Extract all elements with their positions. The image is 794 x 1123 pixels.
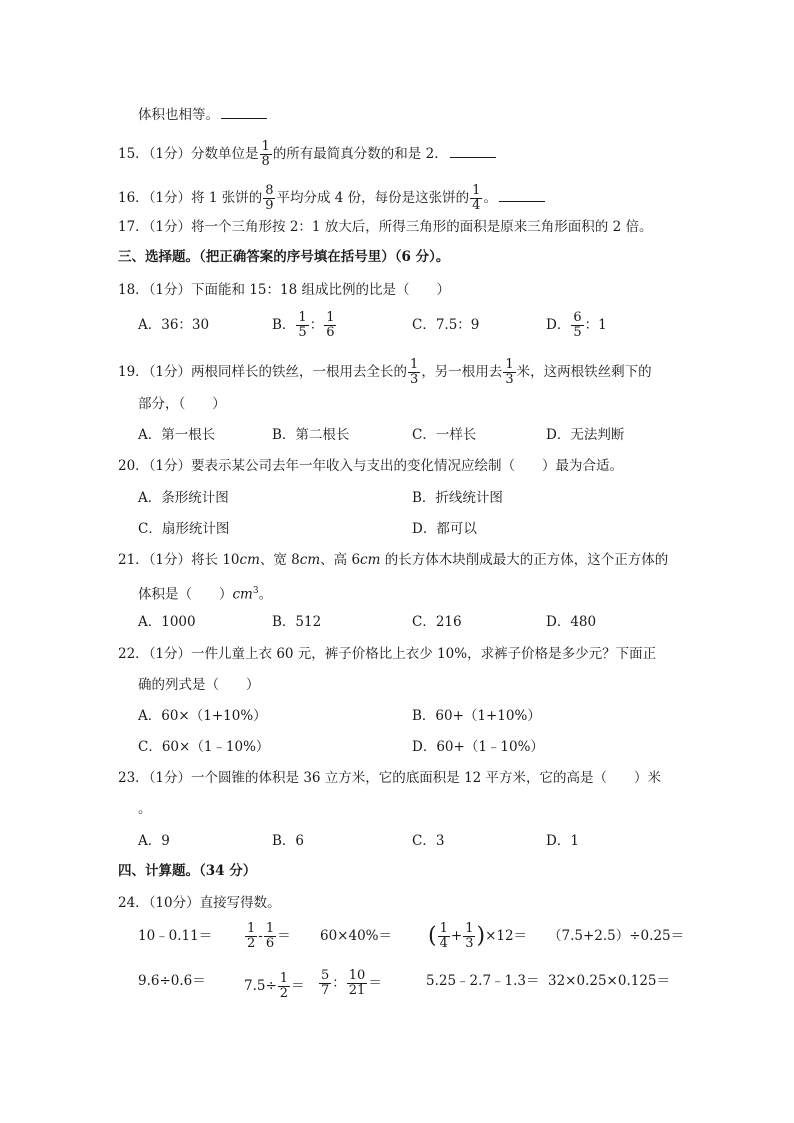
answer-blank[interactable] (499, 189, 545, 202)
q21-continuation: 体积是（ ）$cm^3$。 (138, 586, 273, 603)
q20-option-b[interactable]: B．折线统计图 (412, 490, 503, 506)
calc-item-2: $\frac{1}{2}$ - $\frac{1}{6}$ ＝ (247, 921, 291, 951)
calc-item-8: $\frac{5}{7}$ ： $\frac{10}{21}$ ＝ (321, 968, 382, 998)
q21-option-d[interactable]: D．480 (546, 614, 597, 630)
answer-blank[interactable] (450, 145, 496, 158)
question-19: 19．（1分）两根同样长的铁丝，一根用去全长的 $\frac{1}{3}$ ，另一根用去 $\frac{1}{3}$ 米，这两根铁丝剩下的 (118, 357, 652, 387)
section-3-heading: 三、选择题。（把正确答案的序号填在括号里）（6 分）。 (118, 249, 450, 265)
q22-option-b[interactable]: B．60+（1+10%） (412, 708, 541, 724)
q22-continuation: 确的列式是（ ） (138, 677, 260, 693)
question-17: 17．（1分）将一个三角形按 2：1 放大后，所得三角形的面积是原来三角形面积的 2 倍。 (118, 219, 653, 235)
q22-option-a[interactable]: A．60×（1+10%） (138, 708, 267, 724)
q21-option-c[interactable]: C．216 (412, 614, 462, 630)
q18-option-d[interactable]: D． $\frac{6}{5}$ ：1 (546, 310, 607, 340)
q18-option-b[interactable]: B． $\frac{1}{5}$ ： $\frac{1}{6}$ (272, 310, 335, 340)
fraction: $\frac{8}{9}$ (265, 183, 274, 213)
q23-continuation: 。 (138, 801, 152, 817)
q23-option-b[interactable]: B．6 (272, 833, 305, 849)
q20-option-d[interactable]: D．都可以 (412, 521, 477, 537)
question-20: 20．（1分）要表示某公司去年一年收入与支出的变化情况应绘制（ ）最为合适。 (118, 458, 624, 474)
calc-item-6: 9.6÷0.6＝ (138, 973, 206, 989)
question-15: 15．（1分）分数单位是 $\frac{1}{8}$ 的所有最简真分数的和是 2． (118, 140, 496, 169)
q21-option-b[interactable]: B．512 (272, 614, 322, 630)
question-16: 16．（1分）将 1 张饼的 $\frac{8}{9}$ 平均分成 4 份，每份是这张饼的 $\frac{1}{4}$ 。 (118, 184, 545, 213)
q19-option-b[interactable]: B．第二根长 (272, 427, 350, 443)
calc-item-9: 5.25﹣2.7﹣1.3＝ (426, 973, 540, 989)
question-24: 24．（10分）直接写得数。 (118, 895, 281, 911)
q19-option-d[interactable]: D．无法判断 (546, 427, 625, 443)
calc-item-1: 10﹣0.11＝ (138, 928, 213, 944)
q18-option-c[interactable]: C．7.5：9 (412, 317, 480, 333)
q14-continuation: 体积也相等。 (138, 106, 267, 124)
calc-item-7: 7.5÷ $\frac{1}{2}$ ＝ (244, 971, 305, 1001)
calc-item-3: 60×40%＝ (320, 928, 392, 944)
calc-item-4: ( $\frac{1}{4}$ + $\frac{1}{3}$ )×12＝ (428, 921, 528, 951)
question-18: 18．（1分）下面能和 15：18 组成比例的比是（ ） (118, 282, 450, 298)
q22-option-c[interactable]: C．60×（1﹣10%） (138, 739, 270, 755)
fraction: $\frac{1}{4}$ (472, 183, 481, 213)
q19-continuation: 部分，（ ） (138, 396, 226, 412)
q23-option-a[interactable]: A．9 (138, 833, 170, 849)
question-23: 23．（1分）一个圆锥的体积是 36 立方米，它的底面积是 12 平方米，它的高是（ ）米 (118, 770, 662, 786)
q20-option-c[interactable]: C．扇形统计图 (138, 521, 230, 537)
q19-option-a[interactable]: A．第一根长 (138, 427, 216, 443)
calc-item-5: （7.5+2.5）÷0.25＝ (548, 928, 685, 944)
question-22: 22．（1分）一件儿童上衣 60 元，裤子价格比上衣少 10%，求裤子价格是多少元？下面正 (118, 646, 657, 662)
q18-option-a[interactable]: A．36：30 (138, 317, 210, 333)
calc-item-10: 32×0.25×0.125＝ (548, 973, 671, 989)
q21-option-a[interactable]: A．1000 (138, 614, 196, 630)
q23-option-d[interactable]: D．1 (546, 833, 579, 849)
section-4-heading: 四、计算题。（34 分） (118, 863, 257, 879)
q20-option-a[interactable]: A．条形统计图 (138, 490, 229, 506)
answer-blank[interactable] (221, 106, 267, 119)
q22-option-d[interactable]: D．60+（1﹣10%） (412, 739, 544, 755)
question-21: 21．（1分）将长 10cm、宽 8cm、高 6cm 的长方体木块削成最大的正方体，这个正方体的 (118, 552, 669, 568)
q19-option-c[interactable]: C．一样长 (412, 427, 477, 443)
fraction: $\frac{1}{8}$ (261, 139, 270, 169)
q23-option-c[interactable]: C．3 (412, 833, 445, 849)
